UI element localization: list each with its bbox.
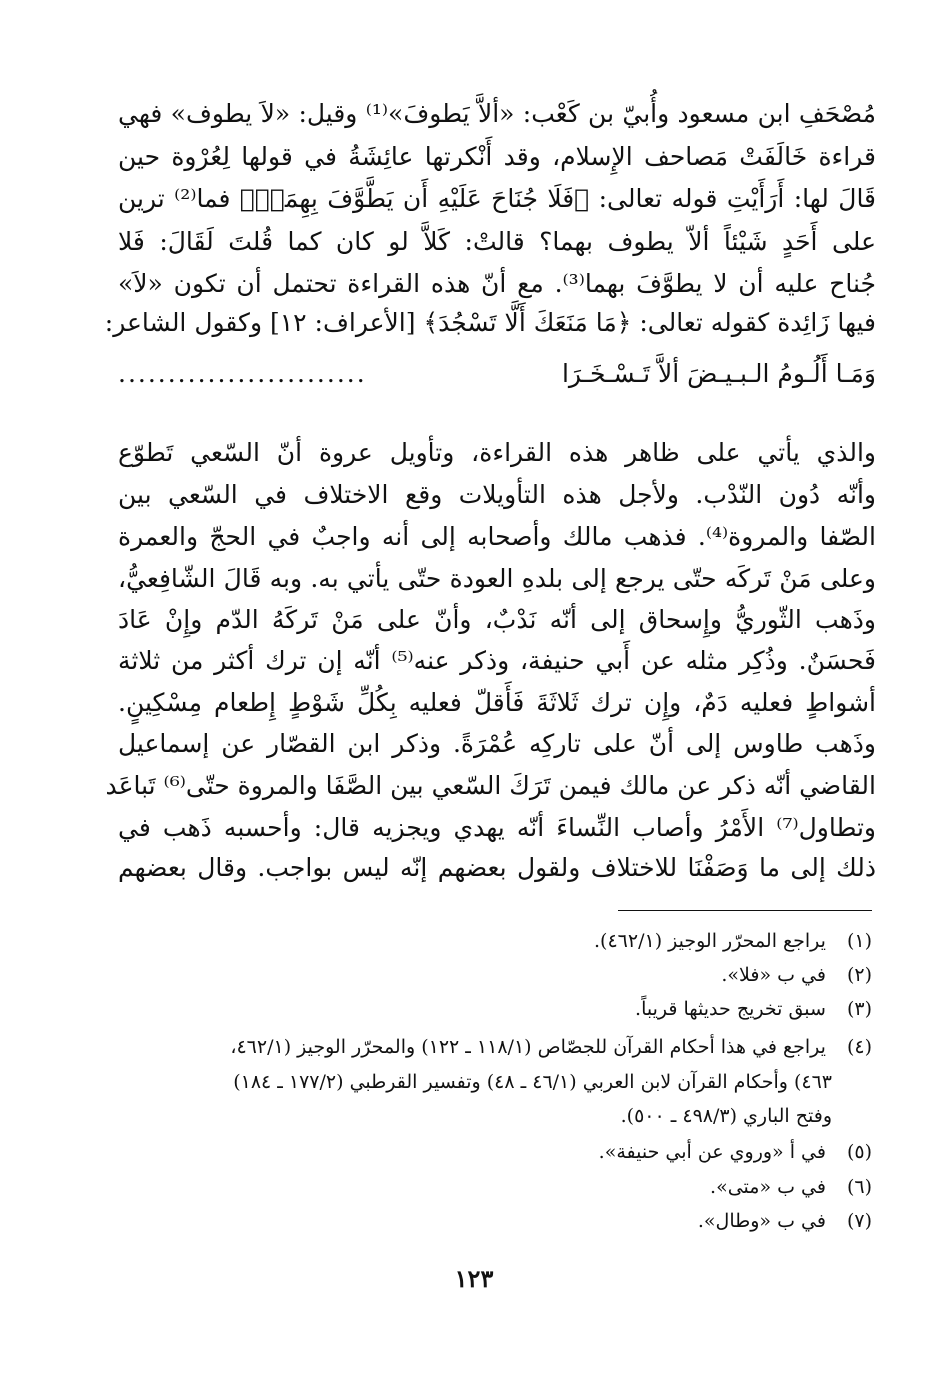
main-text-line: قَالَ لها: أَرَأَيْتِ قوله تعالى: ﴿فَلَا جُنَاحَ عَلَيْهِ أَن يَطَّوَّفَ بِهِمَاۚ﴾ فما⁽²⁾ ترين — [118, 184, 877, 213]
main-text-line: أشواطٍ فعليه دَمٌ، وإِن ترك ثَلاثَةَ فَأَقلّ فعليه بِكُلِّ شَوْطٍ إِطعام مِسْكِينٍ. — [118, 688, 876, 717]
footnote-number: (٤) — [846, 1036, 872, 1058]
poem-verse-text: وَمَـا أَلُـومُ الـبـيـضَ ألاَّ تَـسْـخَـرَا — [561, 359, 876, 388]
footnote — [72, 1172, 872, 1203]
main-text-line: وذَهب طاوس إلى أنّ على تاركِه عُمْرَةً. وذكر ابن القصّار عن إسماعيل — [118, 729, 876, 758]
main-text-line: على أَحَدٍ شَيْئاً ألاّ يطوف بهما؟ قالتْ: كَلاَّ لو كان كما قُلتَ لَقَالَ: فَلا — [118, 227, 876, 256]
footnote — [72, 960, 872, 991]
main-text-line: وذَهب الثّوريُّ وإِسحاق إلى أنّه نَدْبٌ، وأنّ على مَنْ تَركَهُ الدّم وإِنْ عَادَ — [118, 605, 876, 634]
footnote-text: في ب «وطال». — [697, 1210, 826, 1232]
main-text-line: فَحسَنٌ. وذُكِر مثله عن أَبي حنيفة، وذكر عنه⁽⁵⁾ أنّه إن ترك أكثر من ثلاثة — [118, 646, 876, 675]
page-number: ١٢٣ — [454, 1264, 494, 1293]
main-text-line: ذلك إلى ما وَصَفْنَا للاختلاف ولقول بعضهم إنّه ليس بواجب. وقال بعضهم — [118, 853, 876, 882]
footnote-number: (٧) — [846, 1210, 872, 1232]
main-text-line: مُصْحَفِ ابن مسعود وأُبيّ بن كَعْب: «ألاَّ يَطوفَ»⁽¹⁾ وقيل: «لاَ يطوف» فهي — [118, 99, 877, 128]
footnote — [72, 994, 872, 1025]
main-text-line: والذي يأتي على ظاهر هذه القراءة، وتأويل عروة أنّ السّعي تَطوّع — [118, 438, 876, 467]
footnote-text: سبق تخريج حديثها قريباً. — [635, 998, 826, 1020]
main-text-line: وأنّه دُون النّدْب. ولأجل هذه التأويلات وقع الاختلاف في السّعي بين — [118, 480, 876, 509]
footnote — [72, 926, 872, 957]
footnote-number: (٥) — [846, 1141, 872, 1163]
poem-verse — [118, 352, 876, 396]
footnote-text: في ب «فلا». — [721, 964, 826, 986]
footnote-number: (٣) — [846, 998, 872, 1020]
main-text-line: جُناح عليه أن لا يطوَّفَ بهما⁽³⁾. مع أنّ هذه القراءة تحتمل أن تكون «لاَ» — [118, 269, 876, 298]
footnote — [72, 1137, 872, 1168]
footnote-separator — [618, 910, 872, 911]
footnote-text: يراجع المحرّر الوجيز (٤٦٢/١). — [594, 930, 826, 952]
footnote-number: (٢) — [846, 964, 872, 986]
main-text-line: القاضي أنّه ذكر عن مالك فيمن تَرَكَ السّعي بين الصَّفَا والمروة حتّى⁽⁶⁾ تَباعَد — [105, 771, 876, 800]
footnote — [72, 1032, 872, 1063]
main-text-line: قراءة خَالَفَتْ مَصاحف الإِسلام، وقد أَنْكرتها عائِشَةُ في قولها لِعُرْوة حين — [118, 142, 876, 171]
footnote-text: يراجع في هذا أحكام القرآن للجصّاص (١١٨/١ ـ ١٢٢) والمحرّر الوجيز (٤٦٢/١، — [230, 1036, 826, 1058]
footnote-continuation: ٤٦٣) وأحكام القرآن لابن العربي (٤٦/١ ـ ٤٨) وتفسير القرطبي (١٧٧/٢ ـ ١٨٤) — [233, 1071, 832, 1093]
poem-ellipsis: ......................... — [118, 359, 367, 388]
footnote-number: (٦) — [846, 1176, 872, 1198]
footnote-continuation: وفتح الباري (٤٩٨/٣ ـ ٥٠٠). — [620, 1105, 832, 1127]
footnote — [72, 1206, 872, 1237]
footnote-number: (١) — [846, 930, 872, 952]
footnote-text: في أ «وروي عن أبي حنيفة». — [598, 1141, 826, 1163]
footnote-text: في ب «متى». — [710, 1176, 826, 1198]
main-text-line: فيها زَائِدة كقوله تعالى: ﴿مَا مَنَعَكَ أَلَّا تَسْجُدَ﴾ [الأعراف: ١٢] وكقول الشاعر: — [104, 308, 876, 337]
main-text-line: وعلى مَنْ تَركَه حتّى يرجع إلى بلدهِ العودة حتّى يأتي به. وبه قَالَ الشّافِعيُّ، — [118, 564, 876, 593]
main-text-line: وتطاول⁽⁷⁾ الأَمْرُ وأصاب النِّساءَ أنّه يهدي ويجزيه قال: وأحسبه ذَهب في — [118, 813, 876, 842]
main-text-line: الصّفا والمروة⁽⁴⁾. فذهب مالك وأصحابه إلى أنه واجبٌ في الحجّ والعمرة — [118, 522, 876, 551]
